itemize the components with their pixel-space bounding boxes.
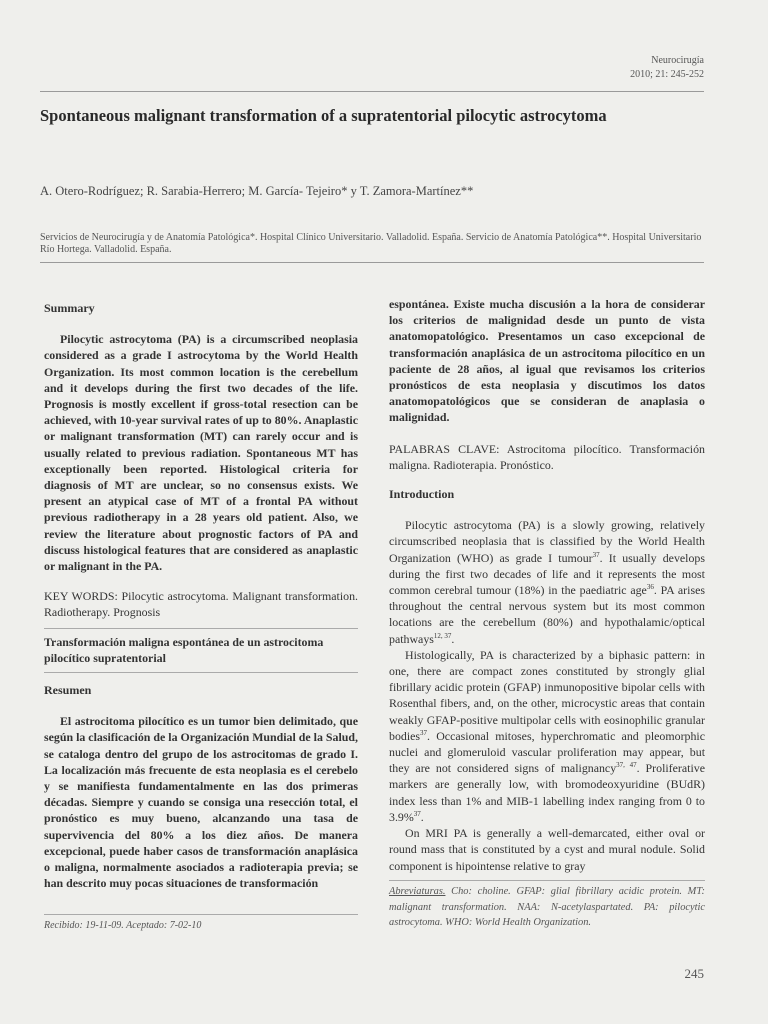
header-rule — [40, 91, 704, 92]
abbreviations-label: Abreviaturas. — [389, 886, 446, 897]
right-column — [389, 296, 705, 874]
journal-header — [630, 54, 704, 82]
intro-paragraph-3: On MRI PA is generally a well-demarcated, either oval or round mass that is constituted by a cyst and mural nodule. Solid component is hipointense relative to gray — [389, 826, 705, 873]
page-number: 245 — [684, 966, 704, 981]
introduction-heading: Introduction — [389, 487, 455, 502]
abbreviations-rule — [389, 880, 705, 881]
received-rule — [44, 914, 358, 915]
abbreviations — [389, 884, 705, 931]
abbreviations-text: Cho: choline. GFAP: glial fibrillary acidic protein. MT: malignant transformation. NAA: N-acetylaspartated. PA: pilocytic astrocytoma. WHO: World Health Organization. — [389, 886, 705, 928]
spanish-title-rule — [44, 672, 358, 673]
article-title: Spontaneous malignant transformation of a supratentorial pilocytic astrocytoma — [40, 106, 607, 125]
intro-paragraph-2: Histologically, PA is characterized by a biphasic pattern: in one, there are compact zones constituted by strongly glial fibrillary acidic protein (GFAP) inmunopositive bipolar cells with Rosenthal fibers, and, on the other, microcystic areas that contain weakly GFAP-positive multipolar cells with eosinophilic granular bodies$^{37}$. Occasional mitoses, hyperchromatic and pleomorphic nuclei and glomeruloid vascular proliferation may appear, but they are not considered signs of malignancy$^{37, 47}$. Proliferative markers are generally low, with bromodeoxyuridine (BUdR) index less than 1% and MIB-1 labelling index ranging from 0 to 3.9%$^{37}$. — [389, 647, 705, 824]
affiliation: Servicios de Neurocirugía y de Anatomía Patológica*. Hospital Clínico Universitario. Valladolid. España. Servicio de Anatomía Patológica**. Hospital Universitario Río Hortega. Valladolid. España. — [40, 232, 702, 255]
resumen-text: El astrocitoma pilocítico es un tumor bien delimitado, que según la clasificación de la Organización Mundial de la Salud, se cataloga dentro del grupo de los astrocitomas de grado I. La localización más frecuente de esta neoplasia es el cerebelo y se manifiesta fundamentalmente en las dos primeras décadas. Siempre y cuando se consiga una resección total, el pronóstico es muy bueno, alcanzando una tasa de supervivencia del 80% a los diez años. De manera excepcional, puede haber casos de transformación anaplásica o maligna, normalmente asociados a radioterapia previa; se han descrito muy pocas situaciones de transformación — [44, 714, 358, 891]
journal-name: Neurocirugía — [651, 55, 704, 66]
key-words: KEY WORDS: Pilocytic astrocytoma. Malignant transformation. Radiotherapy. Prognosis — [44, 589, 358, 620]
summary-text: Pilocytic astrocytoma (PA) is a circumscribed neoplasia considered as a grade I astrocytoma by the World Health Organization. Its most common location is the cerebellum and it develops during the first two decades of the life. Prognosis is mostly excellent if gross-total resection can be achieved, with 10-year survival rates of up to 80%. Anaplastic or malignant transformation (MT) can rarely occur and is usually related to previous radiation. Spontaneous MT has exceptionally been reported. Histological criteria for diagnosis of MT are unclear, so no consensus exists. We present an atypical case of MT of a frontal PA without previous radiotherapy in a 28 years old patient. Also, we review the literature about prognostic factors of PA and discuss histological features that are considered as anaplastic or malignant in the PA. — [44, 332, 358, 574]
palabras-clave: PALABRAS CLAVE: Astrocitoma pilocítico. Transformación maligna. Radioterapia. Pronóstico. — [389, 441, 705, 472]
summary-heading: Summary — [44, 301, 95, 315]
left-column — [44, 300, 358, 892]
resumen-heading: Resumen — [44, 683, 92, 698]
journal-citation: 2010; 21: 245-252 — [630, 69, 704, 80]
spanish-title: Transformación maligna espontánea de un astrocitoma pilocítico supratentorial — [44, 634, 324, 665]
affiliation-rule — [40, 262, 704, 263]
authors: A. Otero-Rodríguez; R. Sarabia-Herrero; M. García- Tejeiro* y T. Zamora-Martínez** — [40, 184, 474, 198]
intro-paragraph-1: Pilocytic astrocytoma (PA) is a slowly growing, relatively circumscribed neoplasia that is classified by the World Health Organization (WHO) as grade I tumour$^{37}$. It usually develops during the first two decades of life and it represents the most common cerebral tumour (18%) in the paediatric age$^{36}$. PA arises throughout the central nervous system but its most common locations are the cerebellum (80%) and hypothalamic/optical pathways$^{12, 37}$. — [389, 518, 705, 646]
received-dates: Recibido: 19-11-09. Aceptado: 7-02-10 — [44, 920, 202, 931]
summary-rule — [44, 628, 358, 629]
resumen-text-continued: espontánea. Existe mucha discusión a la hora de considerar los criterios de malignidad desde un punto de vista anatomopatológico. Presentamos un caso excepcional de transformación anaplásica de un astrocitoma pilocítico en un paciente de 28 años, al igual que revisamos los criterios pronósticos de esta neoplasia y discutimos los datos anatomopatológicos que se consideran de anaplasia o malignidad. — [389, 297, 705, 425]
